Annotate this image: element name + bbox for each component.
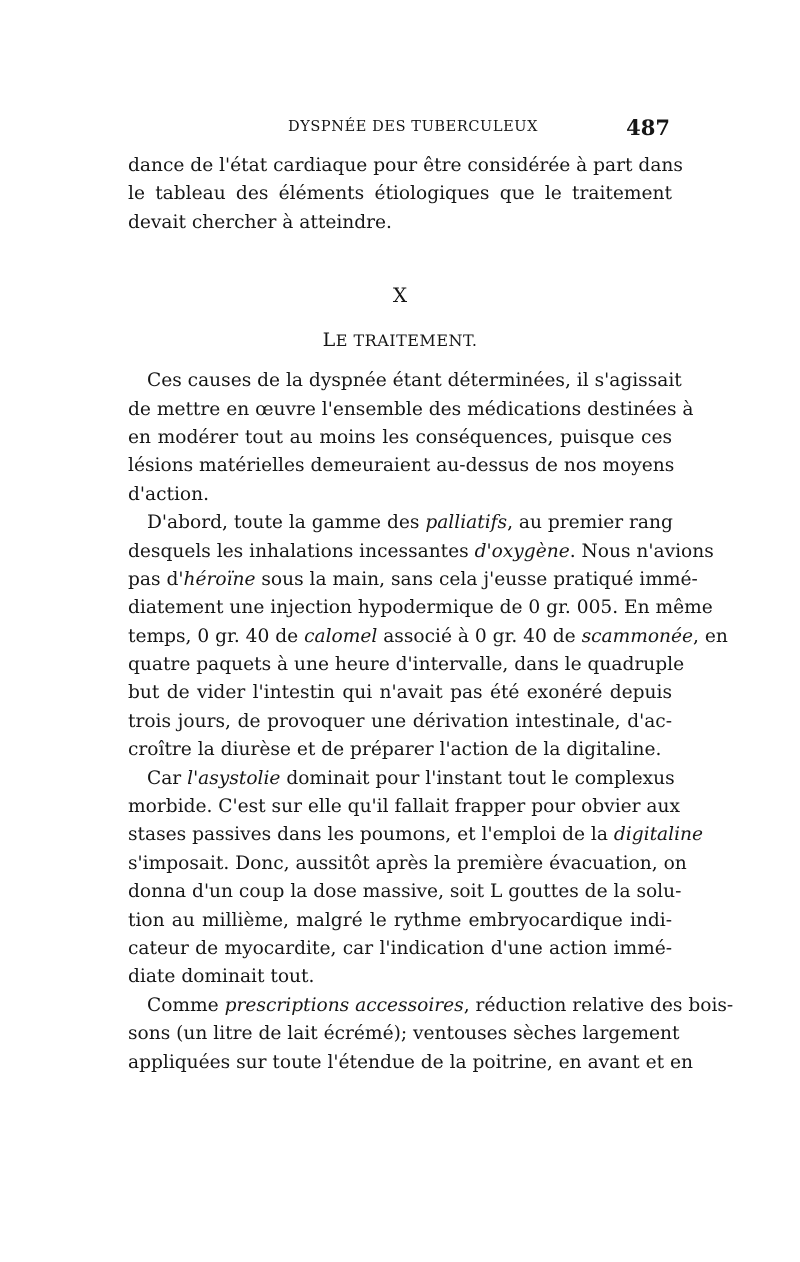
text-line <box>128 992 734 1020</box>
text-line: but de vider l'intestin qui n'avait pas été exonéré depuis <box>128 682 672 704</box>
text-line <box>128 765 675 793</box>
text-line: sons (un litre de lait écrémé); ventouses sèches largement <box>128 1023 680 1045</box>
page-body <box>128 152 734 1077</box>
italic-term: prescriptions accessoires <box>224 994 464 1016</box>
text-run: sous la main, sans cela j'eusse pratiqué immé- <box>255 568 698 590</box>
text-line <box>128 538 714 566</box>
italic-term: héroïne <box>183 568 256 590</box>
text-line: diate dominait tout. <box>128 966 315 988</box>
paragraph-palliatifs <box>128 509 728 765</box>
text-run: pas d' <box>128 568 184 590</box>
text-run: dominait pour l'instant tout le complexus <box>280 767 675 789</box>
text-line: devait chercher à atteindre. <box>128 211 392 233</box>
italic-term: calomel <box>304 625 378 647</box>
text-run: , au premier rang <box>507 512 673 534</box>
text-line <box>128 623 728 651</box>
text-line: donna d'un coup la dose massive, soit L gouttes de la solu- <box>128 881 682 903</box>
text-run: Car <box>147 767 188 789</box>
text-line: en modérer tout au moins les conséquences, puisque ces <box>128 426 672 448</box>
text-line: croître la diurèse et de préparer l'action de la digitaline. <box>128 739 662 761</box>
text-line <box>128 821 704 849</box>
text-line: diatement une injection hypodermique de 0 gr. 005. En même <box>128 597 713 619</box>
text-line: morbide. C'est sur elle qu'il fallait frapper pour obvier aux <box>128 796 680 818</box>
text-run: Comme <box>147 994 225 1016</box>
text-line: s'imposait. Donc, aussitôt après la première évacuation, on <box>128 852 687 874</box>
text-line: tion au millième, malgré le rythme embryocardique indi- <box>128 909 672 931</box>
page-number: 487 <box>626 115 670 140</box>
text-line <box>128 509 672 537</box>
section-title-initial: L <box>322 329 336 352</box>
text-line: quatre paquets à une heure d'intervalle, dans le quadruple <box>128 654 685 676</box>
text-line: d'action. <box>128 483 210 505</box>
paragraph-continuation <box>128 152 683 237</box>
section-number: X <box>392 283 408 308</box>
paragraph-causes <box>128 367 694 509</box>
paragraph-asystolie <box>128 765 704 992</box>
italic-term: palliatifs <box>425 512 508 534</box>
section-title <box>128 325 672 355</box>
text-line: de mettre en œuvre l'ensemble des médications destinées à <box>128 398 694 420</box>
running-title: DYSPNÉE DES TUBERCULEUX <box>288 119 539 135</box>
text-run: associé à 0 gr. 40 de <box>377 625 582 647</box>
text-line: Ces causes de la dyspnée étant déterminées, il s'agissait <box>147 370 682 392</box>
section-title-rest: E TRAITEMENT. <box>335 331 478 351</box>
text-line <box>128 566 698 594</box>
italic-term: d'oxygène <box>474 540 570 562</box>
italic-term: digitaline <box>613 824 704 846</box>
text-line: lésions matérielles demeuraient au-dessus de nos moyens <box>128 455 675 477</box>
text-run: . Nous n'avions <box>569 540 714 562</box>
text-line: dance de l'état cardiaque pour être considérée à part dans <box>128 155 683 176</box>
italic-term: scammonée <box>581 625 694 647</box>
text-line: trois jours, de provoquer une dérivation intestinale, d'ac- <box>128 710 672 732</box>
paragraph-prescriptions <box>128 992 734 1077</box>
text-line: appliquées sur toute l'étendue de la poitrine, en avant et en <box>128 1051 693 1073</box>
text-run: , réduction relative des bois- <box>463 994 734 1016</box>
text-run: desquels les inhalations incessantes <box>128 540 475 562</box>
text-run: temps, 0 gr. 40 de <box>128 625 305 647</box>
text-line: le tableau des éléments étiologiques que le traitement <box>128 183 672 205</box>
page-header <box>128 115 672 145</box>
text-run: D'abord, toute la gamme des <box>147 512 426 534</box>
italic-term: l'asystolie <box>187 767 281 789</box>
text-run: stases passives dans les poumons, et l'emploi de la <box>128 824 614 846</box>
text-line: cateur de myocardite, car l'indication d'une action immé- <box>128 937 672 959</box>
text-run: , en <box>693 625 728 647</box>
